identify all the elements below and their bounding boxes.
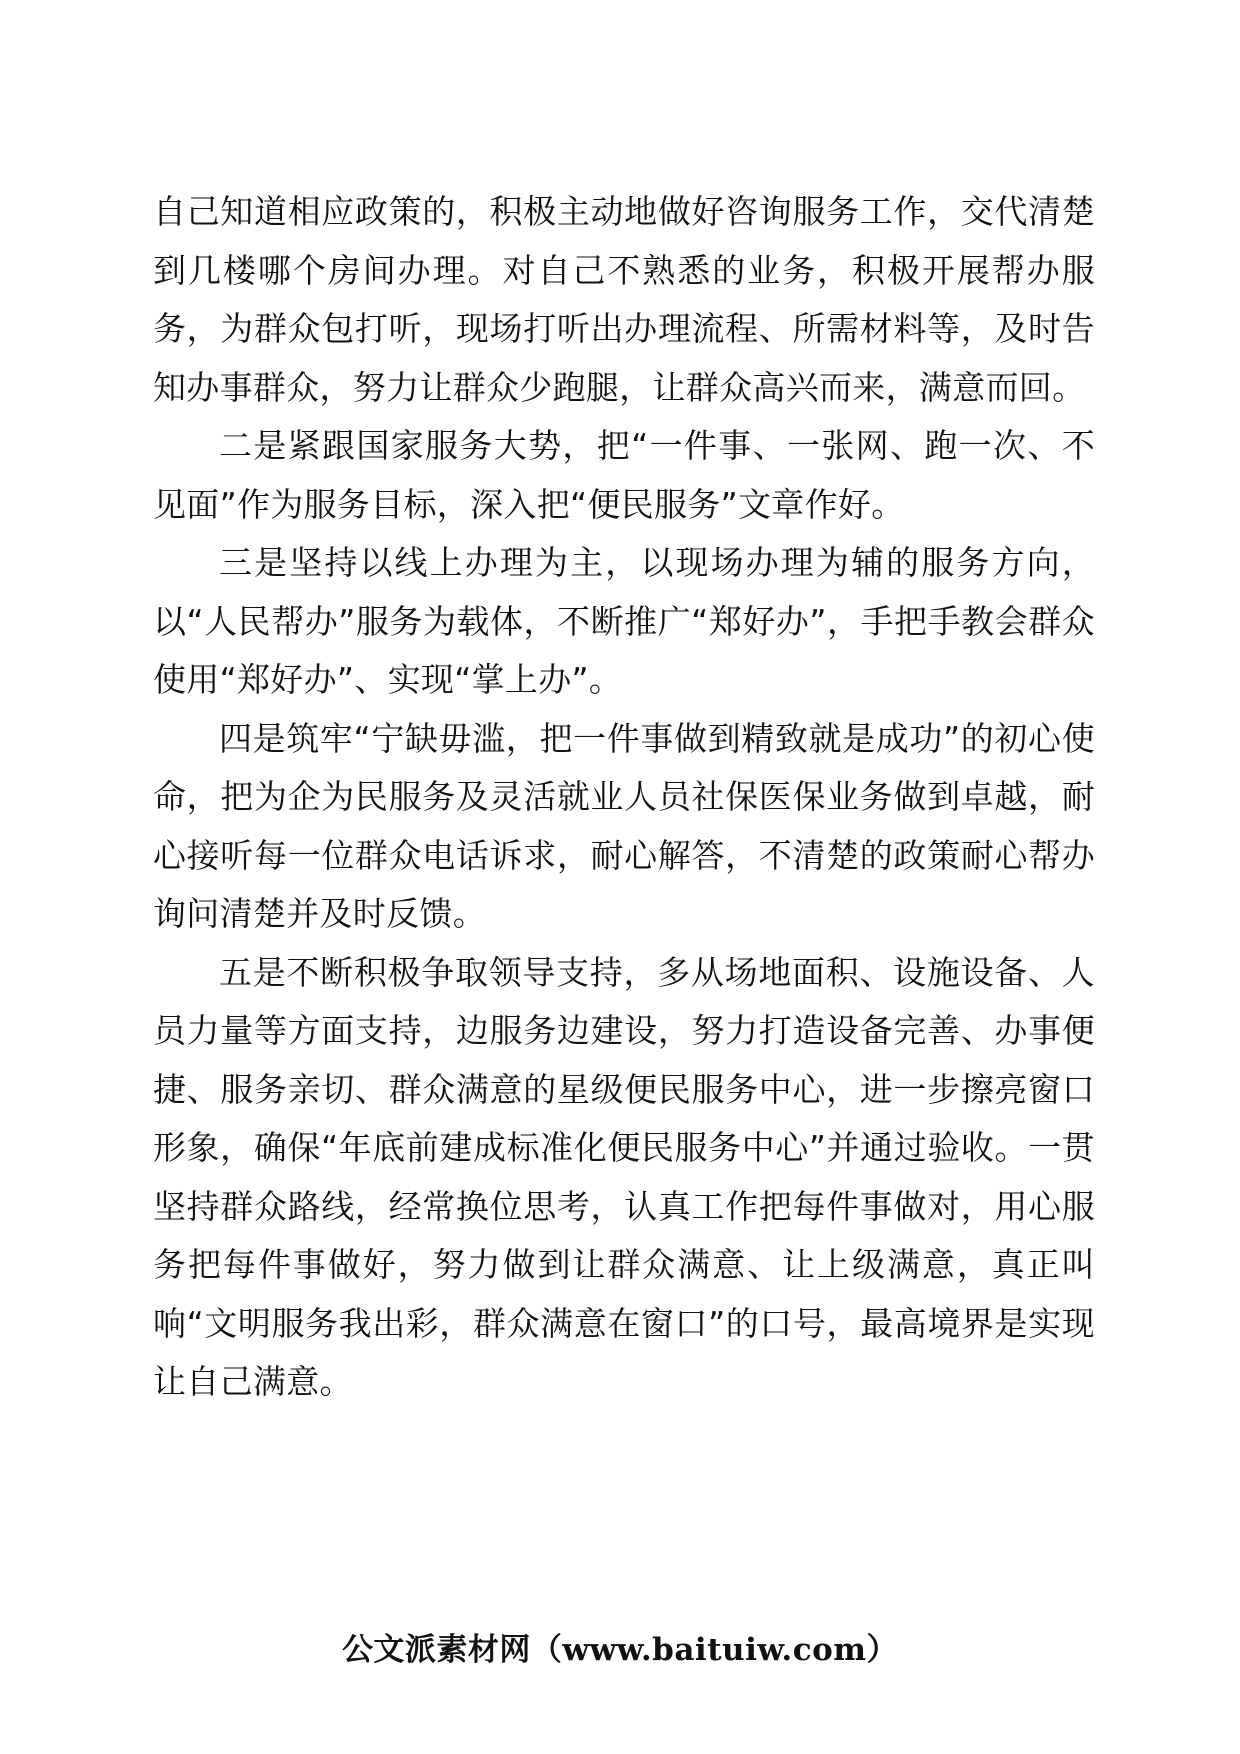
paragraph-point-three: 三是坚持以线上办理为主，以现场办理为辅的服务方向，以“人民帮办”服务为载体，不断推广“郑好办”，手把手教会群众使用“郑好办”、实现“掌上办”。 (153, 543, 1095, 699)
document-body (153, 183, 1095, 1412)
paragraph-point-two: 二是紧跟国家服务大势，把“一件事、一张网、跑一次、不见面”作为服务目标，深入把“便民服务”文章作好。 (153, 426, 1095, 524)
page-footer-watermark: 公文派素材网（www.baituiw.com） (341, 1632, 899, 1668)
paragraph-point-four: 四是筑牢“宁缺毋滥，把一件事做到精致就是成功”的初心使命，把为企为民服务及灵活就业人员社保医保业务做到卓越，耐心接听每一位群众电话诉求，耐心解答，不清楚的政策耐心帮办询问清楚并及时反馈。 (153, 718, 1095, 933)
paragraph-continuation: 自己知道相应政策的，积极主动地做好咨询服务工作，交代清楚到几楼哪个房间办理。对自己不熟悉的业务，积极开展帮办服务，为群众包打听，现场打听出办理流程、所需材料等，及时告知办事群众，努力让群众少跑腿，让群众高兴而来，满意而回。 (153, 192, 1095, 407)
paragraph-point-five: 五是不断积极争取领导支持，多从场地面积、设施设备、人员力量等方面支持，边服务边建设，努力打造设备完善、办事便捷、服务亲切、群众满意的星级便民服务中心，进一步擦亮窗口形象，确保“年底前建成标准化便民服务中心”并通过验收。一贯坚持群众路线，经常换位思考，认真工作把每件事做对，用心服务把每件事做好，努力做到让群众满意、让上级满意，真正叫响“文明服务我出彩，群众满意在窗口”的口号，最高境界是实现让自己满意。 (153, 952, 1095, 1401)
